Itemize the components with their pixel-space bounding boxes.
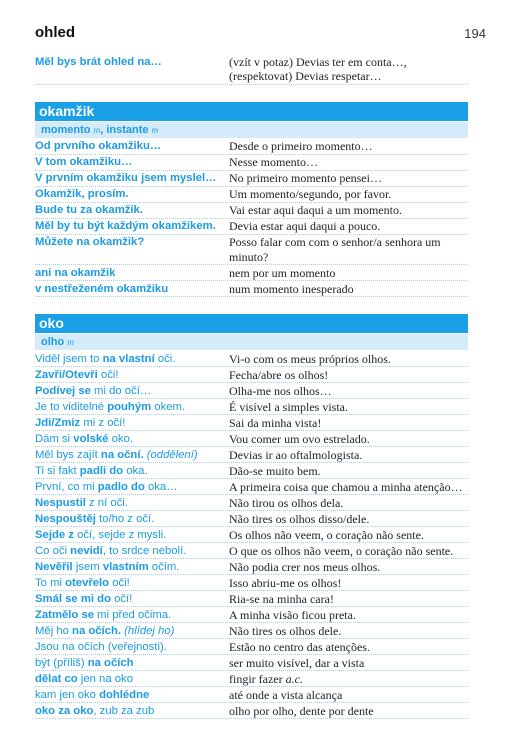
portuguese-translation [229,495,468,510]
entry-row [35,367,468,383]
text-segment: Nespustil [35,496,86,509]
portuguese-translation [229,655,468,670]
text-segment: na očích [87,656,134,669]
text-segment: padlo do [97,480,145,493]
czech-phrase [35,591,229,606]
entry-row [35,187,468,203]
text-segment: Podívej se [35,384,91,397]
czech-phrase [35,203,229,218]
entry-row [35,703,468,719]
text-segment: oka. [123,464,148,477]
entry-row [35,639,468,655]
text-segment: Sejde z [35,528,74,541]
text-segment: a.c. [285,671,303,686]
entry-row [35,543,468,559]
text-segment: mi z očí! [80,416,126,429]
text-segment: Nevěřil [35,560,73,573]
text-segment: očí! [110,592,133,605]
text-segment: A minha visão ficou preta. [229,607,356,622]
czech-phrase [35,431,229,446]
entry-section [35,102,468,298]
text-segment: Dám si [35,432,74,445]
text-segment: Nespouštěj [35,512,96,525]
text-segment: volské [73,432,109,445]
text-segment: Zatmělo se [35,608,95,621]
headword-bar: oko [35,314,468,333]
portuguese-translation [229,351,468,366]
text-segment: Co oči [35,544,71,557]
text-segment: jen na oko [77,672,133,685]
portuguese-translation [229,639,468,654]
portuguese-translation [229,235,468,265]
text-segment: Měl bys brát ohled na… [35,55,162,68]
text-segment: V tom okamžiku… [35,156,133,168]
text-segment: oči! [109,576,130,589]
czech-phrase [35,171,229,186]
text-segment: Měj ho [35,624,73,637]
text-segment: V prvním okamžiku jsem myslel… [35,172,217,184]
text-segment: Os olhos não veem, o coração não sente. [229,527,424,542]
text-segment: m [67,338,74,347]
text-segment: Não tirou os olhos dela. [229,495,344,510]
czech-phrase [35,495,229,510]
text-segment: oko. [108,432,133,445]
page-number: 194 [464,26,486,41]
portuguese-translation [229,623,468,638]
text-segment: (hlídej ho) [124,624,175,637]
portuguese-translation [229,447,468,462]
text-segment: na oční. [100,448,144,461]
portuguese-translation [229,219,468,234]
text-segment: Não tires os olhos dele. [229,623,342,638]
text-segment: dělat co [35,672,78,685]
text-segment: , to srdce nebolí. [102,544,187,557]
text-segment: na vlastní [102,352,155,365]
translation-bar [35,334,468,350]
czech-phrase [35,527,229,542]
text-segment: z ní oči. [85,496,128,509]
portuguese-translation [229,415,468,430]
text-segment: Viděl jsem to [35,352,103,365]
dictionary-content [35,54,468,719]
entry-section [35,314,468,719]
portuguese-translation [229,671,468,686]
text-segment: É visível a simples vista. [229,399,348,414]
text-segment: Olha-me nos olhos… [229,383,332,398]
entry-row [35,219,468,235]
entry-row [35,203,468,219]
text-segment: oči. [154,352,176,365]
text-segment: (vzít v potaz) Devias ter em conta…, (respektovat) Devias respetar… [229,54,407,83]
entry-row [35,447,468,463]
portuguese-translation [229,367,468,382]
entry-row [35,591,468,607]
text-segment: Um momento/segundo, por favor. [229,187,392,201]
czech-phrase [35,399,229,414]
text-segment: Od prvního okamžiku… [35,140,162,152]
portuguese-translation [229,591,468,606]
portuguese-translation [229,527,468,542]
czech-phrase [35,511,229,526]
text-segment: olho por olho, dente por dente [229,703,374,718]
entry-row [35,54,468,85]
portuguese-translation [229,463,468,478]
text-segment: Můžete na okamžik? [35,236,145,248]
czech-phrase [35,447,229,462]
text-segment: Sai da minha vista! [229,415,322,430]
text-segment: Isso abriu-me os olhos! [229,575,342,590]
portuguese-translation [229,575,468,590]
czech-phrase [35,415,229,430]
entry-row [35,415,468,431]
translation-bar [35,122,468,138]
entry-row [35,575,468,591]
portuguese-translation [229,559,468,574]
czech-phrase [35,383,229,398]
text-segment: padli do [79,464,124,477]
text-segment: očí, sejde z mysli. [73,528,167,541]
czech-phrase [35,575,229,590]
entry-row [35,155,468,171]
text-segment: Smál se mi do [35,592,111,605]
portuguese-translation [229,703,468,718]
text-segment: Dão-se muito bem. [229,463,321,478]
czech-phrase [35,265,229,280]
czech-phrase [35,639,229,654]
portuguese-translation [229,383,468,398]
entry-row [35,265,468,281]
text-segment: v nestřeženém okamžiku [35,282,169,295]
text-segment: Měl bys zajít [35,448,101,461]
portuguese-translation [229,479,468,494]
text-segment: otevřelo [65,576,110,589]
czech-phrase [35,655,229,670]
text-segment: Devia estar aqui daqui a pouco. [229,219,381,233]
czech-phrase [35,235,229,265]
text-segment: Ti si fakt [35,464,80,477]
portuguese-translation [229,543,468,558]
text-segment: Zavři/Otevři [35,368,98,381]
text-segment: ser muito visível, dar a vista [229,655,365,670]
czech-phrase [35,219,229,234]
text-segment: na očích. [72,624,122,637]
text-segment: Vai estar aqui daqui a um momento. [229,203,402,217]
text-segment: kam jen oko [35,688,100,701]
portuguese-translation [229,171,468,186]
text-segment: Jdi/Zmiz [35,416,81,429]
text-segment: Desde o primeiro momento… [229,139,373,153]
text-segment: ani na okamžik [35,266,116,279]
entry-row [35,623,468,639]
entry-row [35,351,468,367]
text-segment: m [151,125,159,135]
entry-row [35,527,468,543]
portuguese-translation [229,139,468,154]
text-segment: jsem [72,560,103,573]
text-segment: oči! [97,368,119,381]
text-segment: To mi [35,576,66,589]
czech-phrase [35,367,229,382]
text-segment: num momento inesperado [229,281,354,296]
text-segment: Estão no centro das atenções. [229,639,370,654]
text-segment: pouhým [107,400,152,413]
entry-row [35,399,468,415]
entry-row [35,495,468,511]
entry-row [35,463,468,479]
czech-phrase [35,479,229,494]
czech-phrase [35,463,229,478]
text-segment: fingir fazer [229,671,286,686]
text-segment: Fecha/abre os olhos! [229,367,329,382]
text-segment: , zub za zub [93,704,155,717]
entry-row [35,171,468,187]
entry-row [35,139,468,155]
czech-phrase [35,687,229,702]
text-segment: Je to viditelné [35,400,108,413]
entry-row [35,431,468,447]
text-segment: to/ho z očí. [95,512,155,525]
portuguese-translation [229,511,468,526]
text-segment: Posso falar com com o senhor/a senhora um minuto? [229,235,441,264]
running-head: ohled [35,24,75,41]
text-segment: (oddělení) [146,448,198,461]
text-segment: olho [41,336,68,348]
entry-row [35,607,468,623]
portuguese-translation [229,607,468,622]
czech-phrase [35,543,229,558]
portuguese-translation [229,203,468,218]
czech-phrase [35,281,229,296]
text-segment: oko za oko [35,704,94,717]
text-segment: dohlédne [99,688,150,701]
czech-phrase [35,559,229,574]
entry-row [35,511,468,527]
text-segment: A primeira coisa que chamou a minha atenção… [229,479,463,494]
text-segment: očím. [148,560,180,573]
text-segment: momento [41,123,94,136]
czech-phrase [35,703,229,718]
text-segment: , instante [100,123,152,136]
text-segment: vlastním [102,560,149,573]
entry-row [35,281,468,297]
entry-row [35,655,468,671]
czech-phrase [35,139,229,154]
portuguese-translation [229,155,468,170]
text-segment: até onde a vista alcança [229,687,343,702]
text-segment: okem. [151,400,186,413]
czech-phrase [35,623,229,638]
czech-phrase [35,671,229,686]
czech-phrase [35,607,229,622]
text-segment: Jsou na očích (veřejnosti). [35,640,167,653]
text-segment: Ria-se na minha cara! [229,591,334,606]
text-segment: O que os olhos não veem, o coração não sente. [229,543,454,558]
czech-phrase [35,155,229,170]
text-segment: mi do očí… [90,384,152,397]
portuguese-translation [229,431,468,446]
entry-row [35,559,468,575]
text-segment: Měl by tu být každým okamžikem. [35,220,216,232]
entry-row [35,235,468,266]
text-segment: m [93,125,101,135]
portuguese-translation [229,187,468,202]
text-segment: Vi-o com os meus próprios olhos. [229,351,391,366]
czech-phrase [35,54,229,84]
text-segment: No primeiro momento pensei… [229,171,382,185]
portuguese-translation [229,265,468,280]
text-segment: být (příliš) [35,656,88,669]
text-segment: oka… [144,480,178,493]
text-segment: Não tires os olhos disso/dele. [229,511,370,526]
entry-row [35,671,468,687]
text-segment: Não podia crer nos meus olhos. [229,559,381,574]
portuguese-translation [229,281,468,296]
text-segment: Bude tu za okamžik. [35,204,143,216]
text-segment: První, co mi [35,480,98,493]
entry-row [35,383,468,399]
portuguese-translation [229,687,468,702]
text-segment: Nesse momento… [229,155,318,169]
text-segment: mi před očima. [94,608,172,621]
entry-row [35,687,468,703]
czech-phrase [35,187,229,202]
text-segment: Devias ir ao oftalmologista. [229,447,363,462]
portuguese-translation [229,54,468,84]
page-header [0,0,523,48]
text-segment: nevidí [70,544,103,557]
headword-bar: okamžik [35,102,468,121]
entry-row [35,479,468,495]
text-segment: nem por um momento [229,265,336,280]
text-segment: Okamžik, prosím. [35,188,129,200]
czech-phrase [35,351,229,366]
portuguese-translation [229,399,468,414]
text-segment: Vou comer um ovo estrelado. [229,431,370,446]
